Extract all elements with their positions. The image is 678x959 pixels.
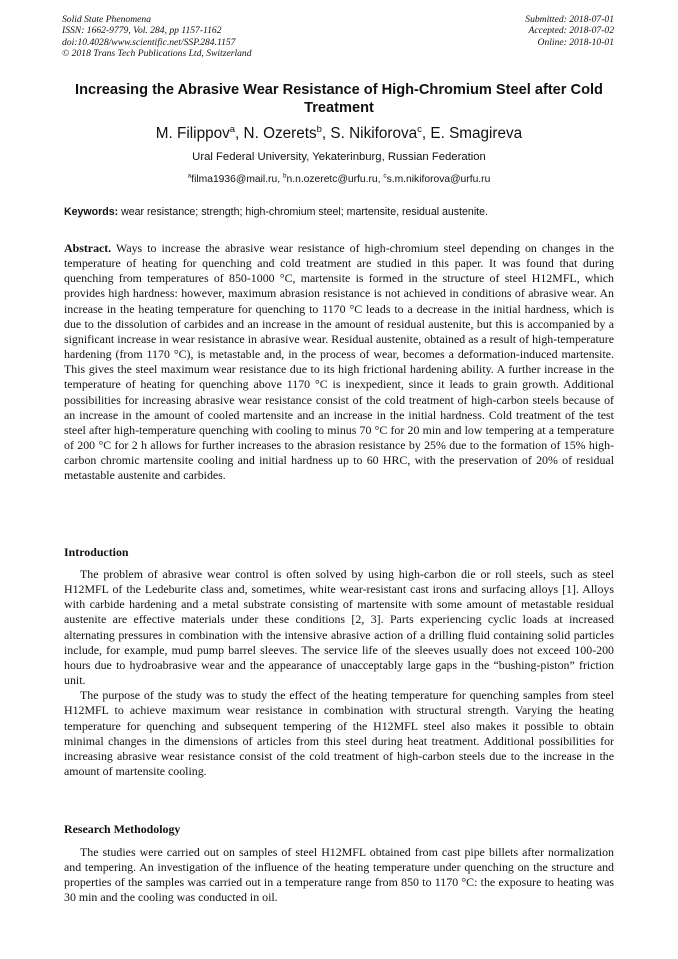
email-list: $^a$filma1936@mail.ru, $^b$n.n.ozeretc@urfu.ru, $^c$s.m.nikiforova@urfu.ru bbox=[187, 172, 491, 185]
journal-name: Solid State Phenomena bbox=[62, 14, 151, 25]
methodology-body bbox=[64, 845, 614, 906]
paragraph: The purpose of the study was to study the effect of the heating temperature for quenching samples from steel H12MFL to achieve maximum wear resistance in combination with structural strength. Varying the heating temperature for quenching and subsequent tempering of the H12MFL steel also makes it possible to obtain minimal changes in the dimensions of articles from this steel during heat treatment. Additional possibilities for increasing abrasive wear resistance consist of the cold treatment of high-carbon steels due to the increase in the amount of martensite cooling. bbox=[64, 688, 614, 779]
author-name: N. Ozerets bbox=[243, 125, 317, 142]
abstract-text: Ways to increase the abrasive wear resistance of high-chromium steel depending on changes in the temperature of heating for quenching and cold treatment are studied in this paper. It was found that during quenching from temperatures of 850-1000 °C, martensite is formed in the structure of steel H12MFL, which provides high hardness: however, maximum abrasion resistance is not achieved in conditions of abrasive wear. An increase in the heating temperature for quenching to 1170 °C leads to a decrease in the initial hardness, which is due to the dissolution of carbides and an increase in the amount of residual austenite, but this is accompanied by a significant increase in wear resistance in abrasive wear. Residual austenite, obtained as a result of high-temperature hardening (from 1170 °C), is metastable and, in the process of wear, becomes a deformation-induced martensite. This gives the steel maximum wear resistance due to its high frictional hardening ability. A further increase in the temperature of heating for quenching above 1170 °C is inexpedient, since it leads to grain growth. Additional possibilities for increasing abrasive wear resistance consist of the cold treatment of high-carbon steels because of an increase in the amount of cooled martensite and an increase in the initial hardness. Cold treatment of the test steel after high-temperature quenching with cooling to minus 70 °C for 20 min and low tempering at a temperature of 200 °C for 2 h allows for further increases to the abrasion resistance by 25% due to the formation of 15% high-carbon chromic martensite cooling and initial hardness up to 60 HRC, with the preservation of 20% of residual metastable austenite and carbides. bbox=[64, 241, 614, 483]
paragraph: The studies were carried out on samples of steel H12MFL obtained from cast pipe billets after normalization and tempering. An investigation of the influence of the heating temperature under quenching on the structure and properties of the samples was carried out in a temperature range from 850 to 1170 °C: the exposure to heating was 30 min and the cooling was conducted in oil. bbox=[64, 845, 614, 905]
abstract bbox=[64, 241, 614, 484]
author-affil-mark: c bbox=[417, 123, 422, 135]
email-address[interactable]: filma1936@mail.ru bbox=[191, 174, 278, 185]
paragraph: The problem of abrasive wear control is often solved by using high-carbon die or roll steels, such as steel H12MFL of the Ledeburite class and, sometimes, white wear-resistant cast irons and surfacing alloys [1]. Alloys with carbide hardening and a metal substrate consisting of martensite with some amount of metastable residual austenite are effective materials under these conditions [2, 3]. Parts experiencing cyclic loads at increased alternating pressures in combination with the intensive abrasive action of a drilling fluid containing solid particles include, for example, mud pump barrel sleeves. The service life of the sleeves usually does not exceed 100-200 hours due to hydroabrasive wear and the appearance of unacceptably large gaps in the “bushing-piston” friction unit. bbox=[64, 567, 614, 688]
accepted-date: Accepted: 2018-07-02 bbox=[528, 25, 614, 37]
paper-title: Increasing the Abrasive Wear Resistance of High-Chromium Steel after Cold Treatment bbox=[75, 82, 603, 116]
section-heading-methodology: Research Methodology bbox=[64, 822, 181, 836]
author-name: S. Nikiforova bbox=[330, 125, 418, 142]
email-address[interactable]: s.m.nikiforova@urfu.ru bbox=[386, 174, 491, 185]
journal-info bbox=[62, 14, 252, 60]
author-affil-mark: b bbox=[316, 123, 322, 135]
keywords-label: Keywords: bbox=[64, 206, 119, 218]
keywords bbox=[64, 206, 624, 219]
submission-dates bbox=[525, 14, 614, 48]
copyright-line: © 2018 Trans Tech Publications Ltd, Switzerland bbox=[62, 48, 252, 60]
online-date: Online: 2018-10-01 bbox=[537, 36, 614, 48]
issn-line: ISSN: 1662-9779, Vol. 284, pp 1157-1162 bbox=[62, 25, 222, 37]
author-name: E. Smagireva bbox=[430, 125, 523, 142]
section-heading-introduction: Introduction bbox=[64, 545, 129, 559]
author-list: M. Filippov$^a$, N. Ozerets$^b$, S. Nikiforova$^c$, E. Smagireva bbox=[155, 123, 523, 142]
email-mark: c bbox=[383, 172, 387, 180]
introduction-body bbox=[64, 567, 614, 779]
affiliation: Ural Federal University, Yekaterinburg, Russian Federation bbox=[192, 151, 486, 163]
doi-line: doi:10.4028/www.scientific.net/SSP.284.1157 bbox=[62, 36, 236, 48]
author-affil-mark: a bbox=[229, 123, 236, 135]
email-mark: b bbox=[282, 172, 287, 180]
submitted-date: Submitted: 2018-07-01 bbox=[525, 14, 614, 25]
keywords-text: wear resistance; strength; high-chromium steel; martensite, residual austenite. bbox=[121, 206, 488, 218]
email-mark: a bbox=[187, 172, 192, 180]
author-name: M. Filippov bbox=[155, 125, 230, 142]
email-address[interactable]: n.n.ozeretc@urfu.ru bbox=[286, 174, 378, 185]
abstract-label: Abstract. bbox=[64, 241, 112, 255]
